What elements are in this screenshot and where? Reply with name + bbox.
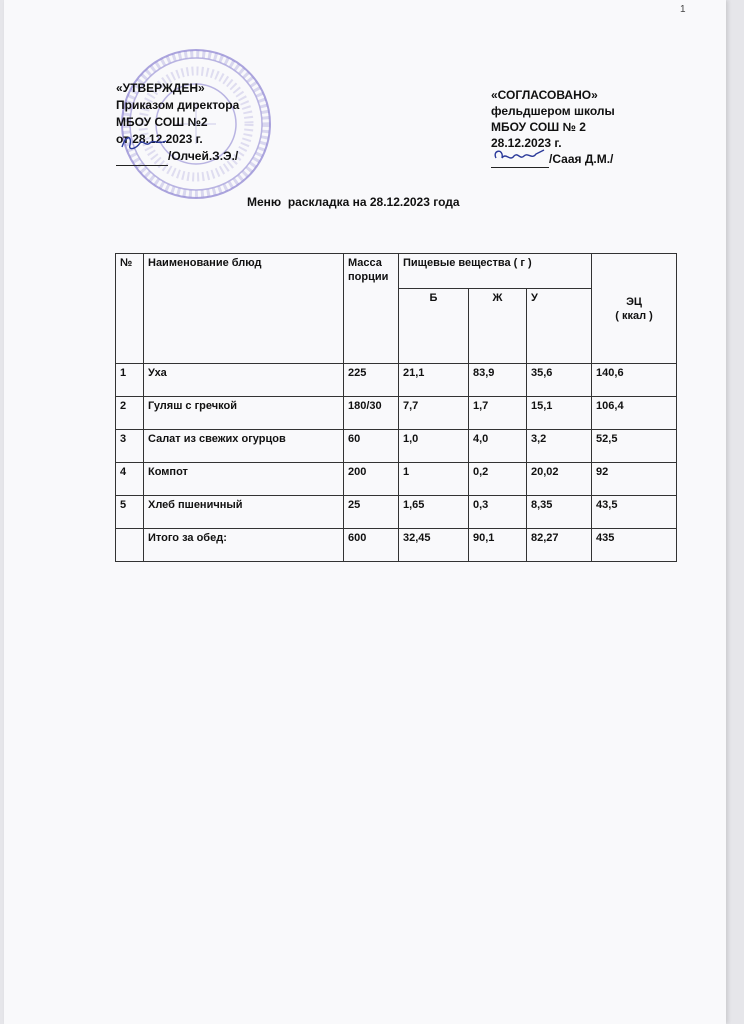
row-fats: 1,7	[469, 397, 527, 430]
total-proteins: 32,45	[399, 529, 469, 562]
table-row	[116, 397, 677, 430]
table-header-row	[116, 254, 677, 289]
row-proteins: 1,0	[399, 430, 469, 463]
row-proteins: 1	[399, 463, 469, 496]
total-mass: 600	[344, 529, 399, 562]
paramedic-signature	[490, 144, 548, 168]
menu-table	[115, 253, 677, 562]
header-dish-name: Наименование блюд	[144, 254, 344, 364]
row-fats: 4,0	[469, 430, 527, 463]
row-carbs: 3,2	[527, 430, 592, 463]
document-title: Меню раскладка на 28.12.2023 года	[247, 195, 460, 209]
table-row	[116, 463, 677, 496]
row-mass: 60	[344, 430, 399, 463]
total-fats: 90,1	[469, 529, 527, 562]
row-number: 4	[116, 463, 144, 496]
row-carbs: 35,6	[527, 364, 592, 397]
row-proteins: 7,7	[399, 397, 469, 430]
row-fats: 0,2	[469, 463, 527, 496]
agreement-role-line: фельдшером школы	[491, 104, 615, 118]
row-fats: 83,9	[469, 364, 527, 397]
row-mass: 225	[344, 364, 399, 397]
director-signature	[118, 131, 170, 155]
table-row	[116, 496, 677, 529]
row-carbs: 8,35	[527, 496, 592, 529]
page-number: 1	[680, 4, 686, 15]
header-portion-mass: Масса порции	[344, 254, 399, 364]
row-energy: 140,6	[592, 364, 677, 397]
row-energy: 92	[592, 463, 677, 496]
row-dish-name: Гуляш с гречкой	[144, 397, 344, 430]
approval-signer: /Олчей.З.Э./	[168, 149, 239, 163]
total-energy: 435	[592, 529, 677, 562]
header-energy-line1: ЭЦ	[626, 295, 642, 308]
row-proteins: 1,65	[399, 496, 469, 529]
row-number: 1	[116, 364, 144, 397]
row-number: 2	[116, 397, 144, 430]
total-label: Итого за обед:	[144, 529, 344, 562]
row-mass: 180/30	[344, 397, 399, 430]
row-energy: 43,5	[592, 496, 677, 529]
row-number: 3	[116, 430, 144, 463]
approval-school-line: МБОУ СОШ №2	[116, 115, 208, 129]
header-proteins: Б	[399, 289, 469, 364]
header-carbs: У	[527, 289, 592, 364]
approval-title: «УТВЕРЖДЕН»	[116, 81, 205, 95]
table-row	[116, 364, 677, 397]
header-number: №	[116, 254, 144, 364]
row-mass: 25	[344, 496, 399, 529]
approval-date-line: от 28.12.2023 г.	[116, 132, 203, 146]
agreement-date-line: 28.12.2023 г.	[491, 136, 562, 150]
total-carbs: 82,27	[527, 529, 592, 562]
table-total-row	[116, 529, 677, 562]
approval-order-line: Приказом директора	[116, 98, 240, 112]
agreement-title: «СОГЛАСОВАНО»	[491, 88, 598, 102]
row-dish-name: Компот	[144, 463, 344, 496]
header-fats: Ж	[469, 289, 527, 364]
row-fats: 0,3	[469, 496, 527, 529]
row-energy: 106,4	[592, 397, 677, 430]
row-number: 5	[116, 496, 144, 529]
agreement-school-line: МБОУ СОШ № 2	[491, 120, 586, 134]
header-energy-line2: ( ккал )	[615, 309, 653, 322]
header-nutrients: Пищевые вещества ( г )	[399, 254, 592, 289]
row-energy: 52,5	[592, 430, 677, 463]
row-dish-name: Салат из свежих огурцов	[144, 430, 344, 463]
agreement-signer: /Саая Д.М./	[549, 152, 614, 166]
row-proteins: 21,1	[399, 364, 469, 397]
row-carbs: 15,1	[527, 397, 592, 430]
row-mass: 200	[344, 463, 399, 496]
document-page	[4, 0, 726, 1024]
row-carbs: 20,02	[527, 463, 592, 496]
row-dish-name: Хлеб пшеничный	[144, 496, 344, 529]
header-energy	[592, 254, 677, 364]
row-dish-name: Уха	[144, 364, 344, 397]
table-row	[116, 430, 677, 463]
total-number	[116, 529, 144, 562]
